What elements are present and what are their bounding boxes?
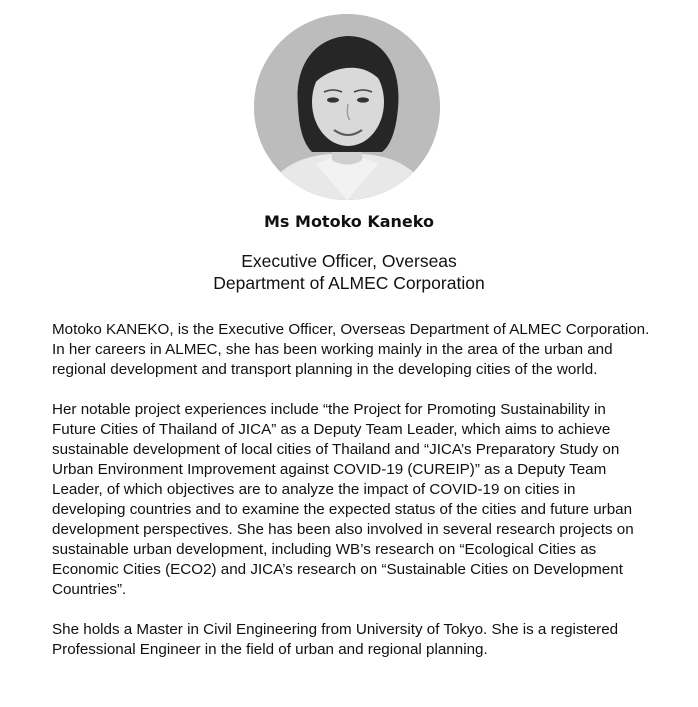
bio-paragraph-2: Her notable project experiences include “the Project for Promoting Sustainability in Future Cities of Thailand of JICA” as a Deputy Team Leader, which aims to achieve sustainable development of local cities of Thailand and “JICA’s Preparatory Study on Urban Environment Improvement against COVID-19 (CUREIP)” as a Deputy Team Leader, of which objectives are to analyze the impact of COVID-19 on cities in developing countries and to examine the expected status of the cities and future urban development perspectives. She has been also involved in several research projects on sustainable urban development, including WB’s research on “Ecological Cities as Economic Cities (ECO2) and JICA’s research on “Sustainable Cities on Development Countries”. [52, 401, 634, 598]
profile-photo [254, 14, 440, 200]
role-line-1: Executive Officer, Overseas [241, 251, 457, 271]
bio-paragraph-1: Motoko KANEKO, is the Executive Officer, Overseas Department of ALMEC Corporation. In her careers in ALMEC, she has been working mainly in the area of the urban and regional development and transport planning in the developing cities of the world. [52, 321, 650, 378]
bio-paragraph-3: She holds a Master in Civil Engineering from University of Tokyo. She is a registered Professional Engineer in the field of urban and regional planning. [52, 621, 619, 658]
role-line-2: Department of ALMEC Corporation [213, 273, 485, 293]
speaker-role [0, 250, 698, 294]
speaker-bio [52, 320, 652, 680]
speaker-name: Ms Motoko Kaneko [264, 212, 434, 231]
